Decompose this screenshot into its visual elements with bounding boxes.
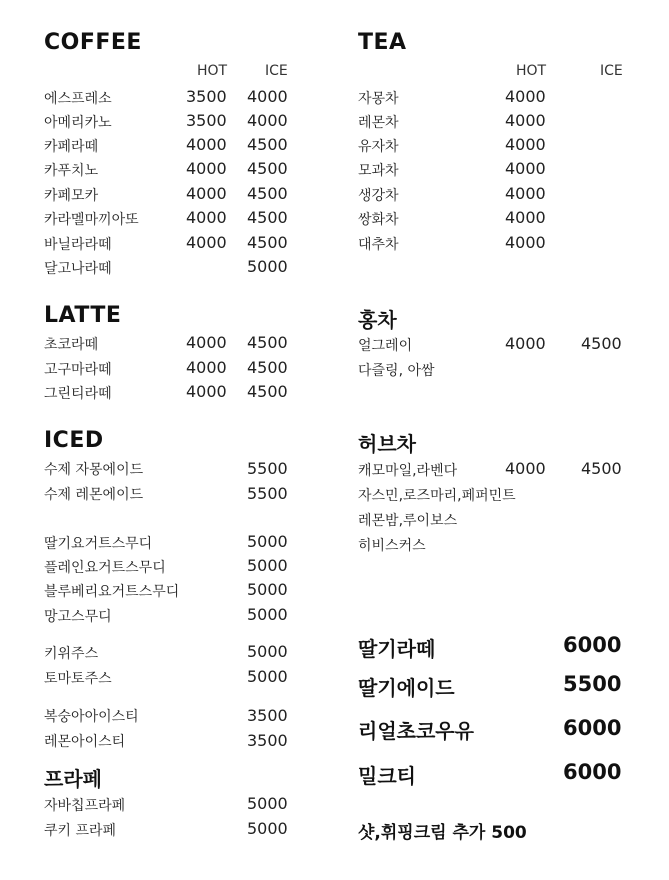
tea-hot-label: HOT — [516, 63, 547, 79]
menu-item-name: 레몬차 — [358, 115, 399, 131]
menu-item-name: 카페모카 — [44, 188, 99, 204]
menu-item-name: 얼그레이 — [358, 338, 413, 354]
ice-price: 4500 — [247, 135, 288, 154]
hot-price: 4000 — [186, 159, 227, 178]
ice-price: 4500 — [247, 358, 288, 377]
menu-item-name: 아메리카노 — [44, 115, 112, 131]
menu-item-name: 다즐링, 아쌈 — [358, 363, 435, 379]
ice-price: 4500 — [247, 184, 288, 203]
menu-item-name: 캐모마일,라벤다 — [358, 463, 458, 479]
hot-price: 4000 — [186, 333, 227, 352]
hot-price: 4000 — [505, 184, 546, 203]
price: 5500 — [247, 484, 288, 503]
ice-price: 4500 — [247, 159, 288, 178]
hot-price: 4000 — [186, 358, 227, 377]
menu-item-name: 레몬아이스티 — [44, 734, 126, 750]
menu-item-name: 자바칩프라페 — [44, 798, 126, 814]
ice-price: 4500 — [247, 208, 288, 227]
menu-item-name: 생강차 — [358, 188, 399, 204]
ice-price: 5000 — [247, 257, 288, 276]
herb-tea-heading: 허브차 — [358, 432, 416, 456]
hot-price: 4000 — [186, 135, 227, 154]
menu-item-name: 카페라떼 — [44, 139, 99, 155]
latte-heading: LATTE — [44, 303, 122, 328]
menu-item-name: 카푸치노 — [44, 163, 99, 179]
menu-item-name: 수제 레몬에이드 — [44, 487, 144, 503]
price: 5000 — [247, 819, 288, 838]
hot-price: 3500 — [186, 87, 227, 106]
menu-item-name: 바닐라라떼 — [44, 237, 112, 253]
hot-price: 4000 — [186, 382, 227, 401]
tea-ice-label: ICE — [600, 63, 623, 79]
ice-price: 4500 — [581, 459, 622, 478]
hot-price: 4000 — [186, 184, 227, 203]
tea-heading: TEA — [358, 30, 407, 55]
special-price: 6000 — [563, 633, 622, 657]
price: 5000 — [247, 532, 288, 551]
ice-price: 4500 — [247, 382, 288, 401]
menu-item-name: 자스민,로즈마리,페퍼민트 — [358, 488, 516, 504]
price: 5000 — [247, 642, 288, 661]
hot-price: 4000 — [505, 459, 546, 478]
iced-heading: ICED — [44, 428, 104, 453]
menu-item-name: 그린티라떼 — [44, 386, 112, 402]
menu-item-name: 대추차 — [358, 237, 399, 253]
hot-price: 4000 — [186, 233, 227, 252]
menu-item-name: 카라멜마끼아또 — [44, 212, 139, 228]
special-price: 5500 — [563, 672, 622, 696]
menu-item-name: 토마토주스 — [44, 671, 112, 687]
hot-price: 4000 — [505, 334, 546, 353]
special-price: 6000 — [563, 716, 622, 740]
special-price: 6000 — [563, 760, 622, 784]
hot-price: 3500 — [186, 111, 227, 130]
hot-price: 4000 — [505, 87, 546, 106]
coffee-ice-label: ICE — [265, 63, 288, 79]
menu-item-name: 고구마라떼 — [44, 362, 112, 378]
price: 5000 — [247, 580, 288, 599]
menu-item-name: 복숭아아이스티 — [44, 709, 139, 725]
special-item-name: 딸기라떼 — [358, 637, 436, 661]
ice-price: 4000 — [247, 111, 288, 130]
price: 5000 — [247, 556, 288, 575]
coffee-hot-label: HOT — [197, 63, 228, 79]
frappe-heading: 프라페 — [44, 767, 102, 791]
price: 3500 — [247, 731, 288, 750]
coffee-heading: COFFEE — [44, 30, 142, 55]
footer-note: 샷,휘핑크림 추가 500 — [358, 823, 527, 843]
menu-item-name: 초코라떼 — [44, 337, 99, 353]
menu-item-name: 모과차 — [358, 163, 399, 179]
ice-price: 4500 — [581, 334, 622, 353]
price: 5000 — [247, 667, 288, 686]
hot-price: 4000 — [505, 233, 546, 252]
special-item-name: 리얼초코우유 — [358, 719, 474, 743]
price: 3500 — [247, 706, 288, 725]
menu-item-name: 키위주스 — [44, 646, 99, 662]
menu-item-name: 딸기요거트스무디 — [44, 536, 153, 552]
menu-item-name: 쿠키 프라페 — [44, 823, 117, 839]
black-tea-heading: 홍차 — [358, 308, 397, 332]
menu-item-name: 히비스커스 — [358, 538, 426, 554]
price: 5000 — [247, 794, 288, 813]
price: 5500 — [247, 459, 288, 478]
menu-item-name: 레몬밤,루이보스 — [358, 513, 458, 529]
menu-item-name: 유자차 — [358, 139, 399, 155]
hot-price: 4000 — [505, 135, 546, 154]
price: 5000 — [247, 605, 288, 624]
menu-item-name: 달고나라떼 — [44, 261, 112, 277]
menu-item-name: 쌍화차 — [358, 212, 399, 228]
menu-item-name: 망고스무디 — [44, 609, 112, 625]
ice-price: 4500 — [247, 233, 288, 252]
menu-item-name: 수제 자몽에이드 — [44, 462, 144, 478]
menu-item-name: 블루베리요거트스무디 — [44, 584, 180, 600]
hot-price: 4000 — [505, 159, 546, 178]
hot-price: 4000 — [186, 208, 227, 227]
ice-price: 4500 — [247, 333, 288, 352]
special-item-name: 밀크티 — [358, 764, 416, 788]
menu-item-name: 에스프레소 — [44, 91, 112, 107]
ice-price: 4000 — [247, 87, 288, 106]
hot-price: 4000 — [505, 208, 546, 227]
hot-price: 4000 — [505, 111, 546, 130]
menu-item-name: 자몽차 — [358, 91, 399, 107]
special-item-name: 딸기에이드 — [358, 676, 455, 700]
menu-item-name: 플레인요거트스무디 — [44, 560, 166, 576]
